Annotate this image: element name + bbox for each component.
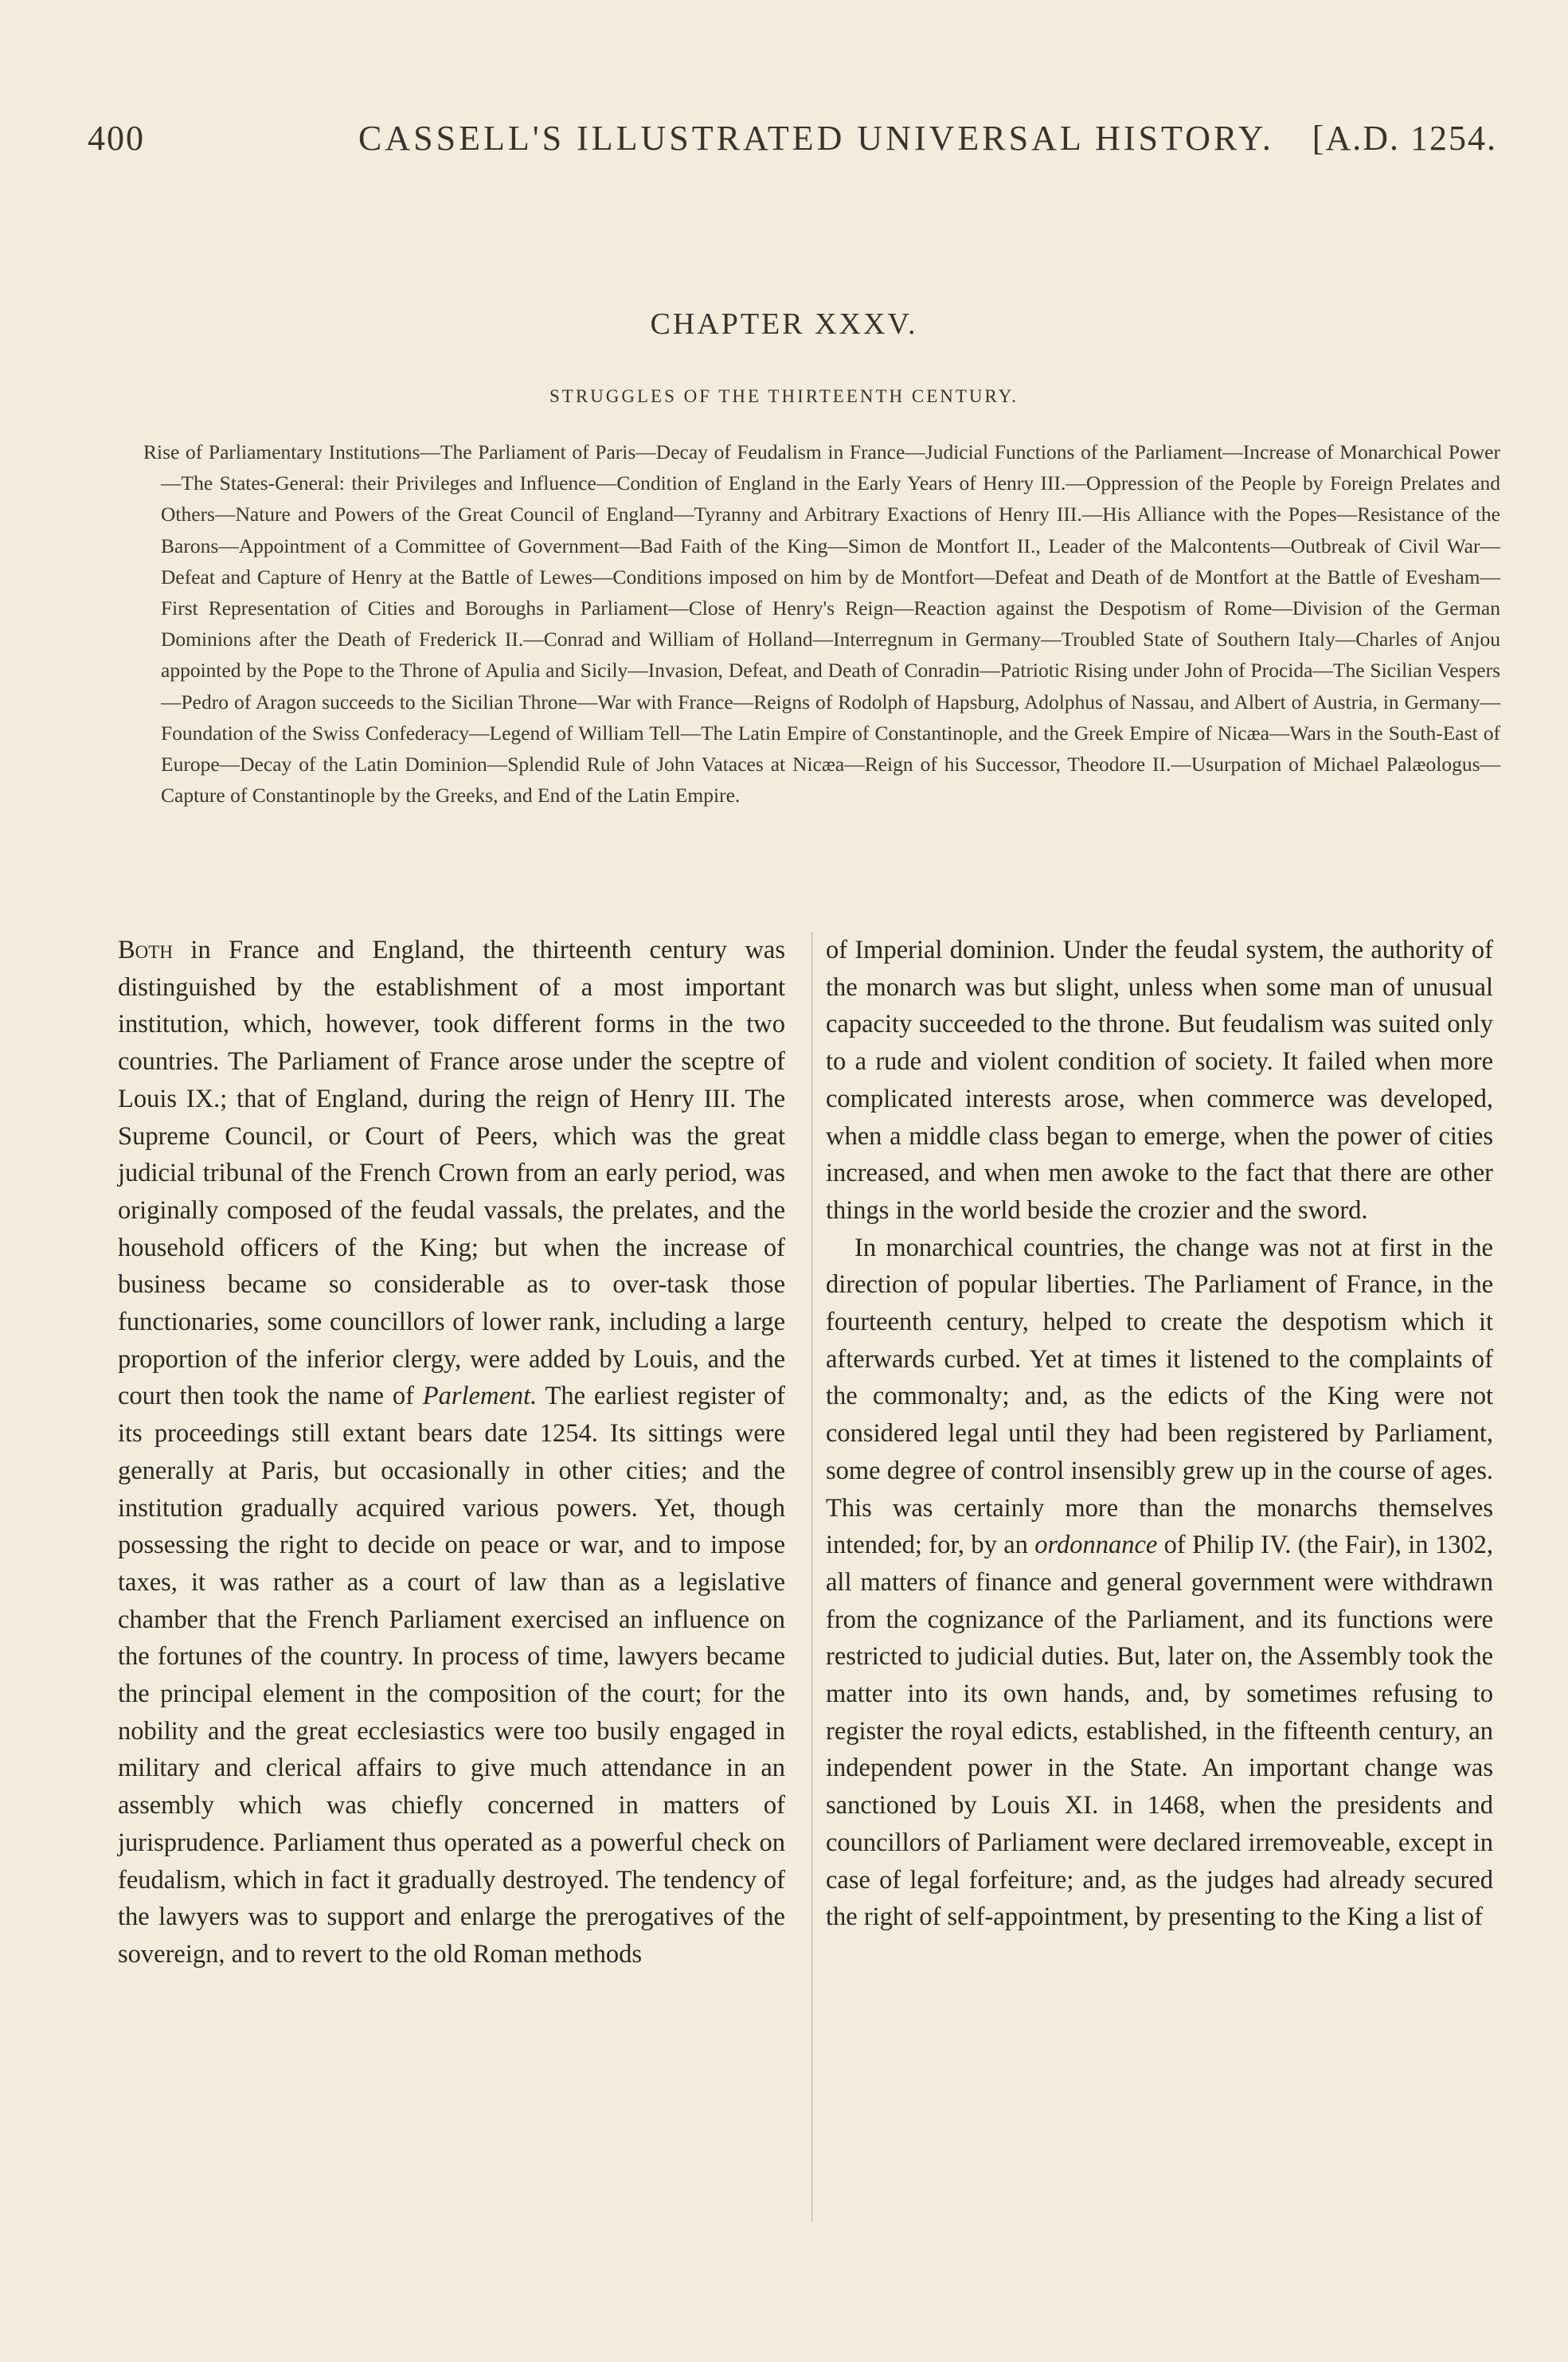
lead-word: Both: [118, 936, 173, 964]
italic-term: Parlement.: [422, 1382, 538, 1411]
running-header: [88, 118, 1497, 166]
paragraph: [826, 1230, 1493, 1936]
paragraph-text: in France and England, the thirteenth century was distinguished by the establishment of a most important institution, which, however, took different forms in the two countries. The Parliament of France arose under the sceptre of Louis IX.; that of England, during the reign of Henry III. The Supreme Council, or Court of Peers, which was the great judicial tribunal of the French Crown from an early period, was originally composed of the feudal vassals, the prelates, and the household officers of the King; but when the increase of business became so considerable as to over-task those functionaries, some councillors of lower rank, including a large proportion of the inferior clergy, were added by Louis, and the court then took the name of: [118, 936, 785, 1411]
paragraph-text: The earliest register of its proceedings still extant bears date 1254. Its sittings were generally at Paris, but occasionally in other cities; and the institution gradually acquired various powers. Yet, though possessing the right to decide on peace or war, and to impose taxes, it was rather as a court of law than as a legislative chamber that the French Parliament exercised an influence on the fortunes of the country. In process of time, lawyers became the principal element in the composition of the court; for the nobility and the great ecclesiastics were too busily engaged in military and clerical affairs to give much attendance in an assembly which was chiefly concerned in matters of jurisprudence. Parliament thus operated as a powerful check on feudalism, which in fact it gradually destroyed. The tendency of the lawyers was to support and enlarge the prerogatives of the sovereign, and to revert to the old Roman methods: [118, 1382, 785, 1969]
right-column: [826, 932, 1493, 1936]
left-column: [118, 932, 785, 1973]
page-number: 400: [88, 119, 145, 158]
paragraph-text: In monarchical countries, the change was not at first in the direction of popular liberties. The Parliament of France, in the fourteenth century, helped to create the despotism which it afterwards curbed. Yet at times it listened to the complaints of the commonalty; and, as the edicts of the King were not considered legal until they had been registered by Parliament, some degree of control insensibly grew up in the course of ages. This was certainly more than the monarchs themselves intended; for, by an: [826, 1233, 1493, 1560]
paragraph: [118, 932, 785, 1973]
header-date: [A.D. 1254.: [1312, 119, 1497, 158]
paragraph-text: of Philip IV. (the Fair), in 1302, all matters of finance and general government were withdrawn from the cognizance of the Parliament, and its functions were restricted to judicial duties. But, later on, the Assembly took the matter into its own hands, and, by sometimes refusing to register the royal edicts, established, in the fifteenth century, an independent power in the State. An important change was sanctioned by Louis XI. in 1468, when the presidents and councillors of Parliament were declared irremoveable, except in case of legal forfeiture; and, as the judges had already secured the right of self-appointment, by presenting to the King a list of: [826, 1531, 1493, 1932]
italic-term: ordonnance: [1034, 1531, 1158, 1560]
chapter-subtitle: STRUGGLES OF THE THIRTEENTH CENTURY.: [549, 386, 1019, 406]
chapter-title: CHAPTER XXXV.: [650, 307, 918, 341]
chapter-summary: Rise of Parliamentary Institutions—The Parliament of Paris—Decay of Feudalism in France—Judicial Functions of the Parliament—Increase of Monarchical Power—The States-General: their Privileges and Influence—Condition of England in the Early Years of Henry III.—Oppression of the People by Foreign Prelates and Others—Nature and Powers of the Great Council of England—Tyranny and Arbitrary Exactions of Henry III.—His Alliance with the Popes—Resistance of the Barons—Appointment of a Committee of Government—Bad Faith of the King—Simon de Montfort II., Leader of the Malcontents—Outbreak of Civil War—Defeat and Capture of Henry at the Battle of Lewes—Conditions imposed on him by de Montfort—Defeat and Death of de Montfort at the Battle of Evesham—First Representation of Cities and Boroughs in Parliament—Close of Henry's Reign—Reaction against the Despotism of Rome—Division of the German Dominions after the Death of Frederick II.—Conrad and William of Holland—Interregnum in Germany—Troubled State of Southern Italy—Charles of Anjou appointed by the Pope to the Throne of Apulia and Sicily—Invasion, Defeat, and Death of Conradin—Patriotic Rising under John of Procida—The Sicilian Vespers—Pedro of Aragon succeeds to the Sicilian Throne—War with France—Reigns of Rodolph of Hapsburg, Adolphus of Nassau, and Albert of Austria, in Germany—Foundation of the Swiss Confederacy—Legend of William Tell—The Latin Empire of Constantinople, and the Greek Empire of Nicæa—Wars in the South-East of Europe—Decay of the Latin Dominion—Splendid Rule of John Vataces at Nicæa—Reign of his Successor, Theodore II.—Usurpation of Michael Palæologus—Capture of Constantinople by the Greeks, and End of the Latin Empire.: [143, 440, 1500, 808]
column-divider: [811, 932, 812, 2222]
running-title: CASSELL'S ILLUSTRATED UNIVERSAL HISTORY.: [358, 119, 1274, 158]
paragraph: of Imperial dominion. Under the feudal system, the authority of the monarch was but slight, unless when some man of unusual capacity succeeded to the throne. But feudalism was suited only to a rude and violent condition of society. It failed when more complicated interests arose, when commerce was developed, when a middle class began to emerge, when the power of cities increased, and when men awoke to the fact that there are other things in the world beside the crozier and the sword.: [826, 936, 1493, 1225]
